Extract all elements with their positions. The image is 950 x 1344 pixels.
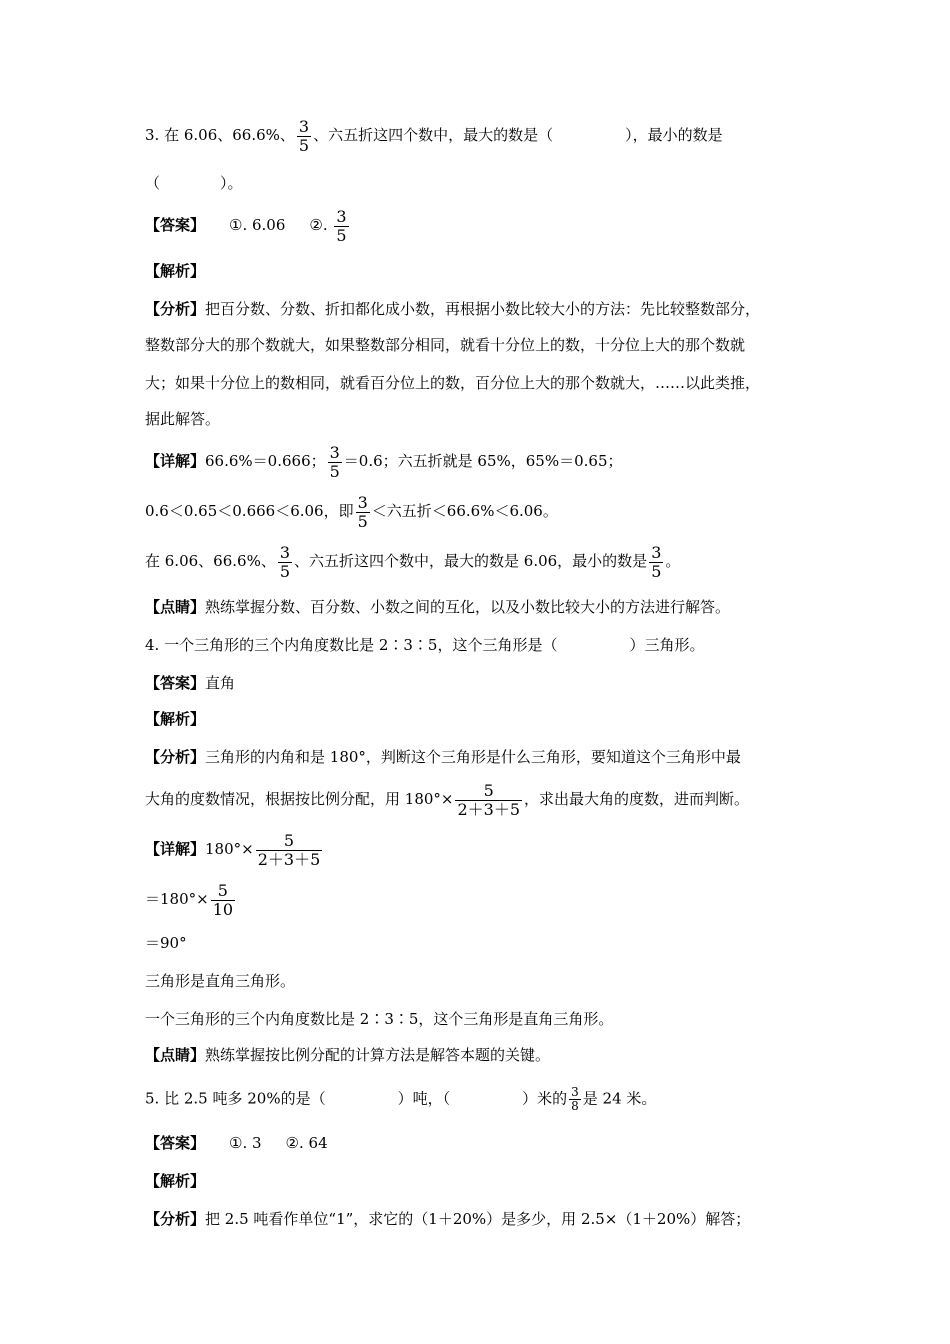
- fenxi-label: 【分析】: [145, 300, 206, 318]
- q3-text: 、六五折这四个数中，最大的数是（: [313, 126, 554, 145]
- q4-xiangjie-line3: ＝90°: [145, 934, 187, 952]
- q5-fenxi-line1: 【分析】把 2.5 吨看作单位“1”，求它的（1＋20%）是多少，用 2.5×（1＋20%）解答；: [145, 1210, 751, 1228]
- xiangjie-label: 【详解】: [145, 452, 206, 471]
- fenxi-label: 【分析】: [145, 1210, 206, 1228]
- q3-fenxi-line2: 整数部分大的那个数就大，如果整数部分相同，就看十分位上的数，十分位上大的那个数就: [145, 336, 746, 354]
- q3-answer: [145, 208, 351, 244]
- fraction: $\frac{3}{5}$: [298, 117, 310, 155]
- fraction: $\frac{3}{5}$: [279, 543, 291, 581]
- answer-label: 【答案】: [145, 1134, 206, 1152]
- fraction: $\frac{3}{5}$: [357, 493, 368, 531]
- q3-text: 3. 在 6.06、66.6%、: [145, 126, 295, 145]
- answer-value: 直角: [205, 674, 236, 692]
- q3-fenxi-line1: 【分析】把百分数、分数、折扣都化成小数，再根据小数比较大小的方法：先比较整数部分，: [145, 300, 761, 318]
- q4-dianjing: 【点睛】熟练掌握按比例分配的计算方法是解答本题的关键。: [145, 1046, 551, 1064]
- q4-fenxi-line1: 【分析】三角形的内角和是 180°，判断这个三角形是什么三角形，要知道这个三角形中最: [145, 748, 741, 766]
- answer-value: ②.: [309, 216, 328, 235]
- fraction: $\frac{3}{5}$: [336, 207, 347, 245]
- analysis-label: 【解析】: [145, 262, 206, 280]
- fraction: $\frac{3}{8}$: [571, 1085, 579, 1114]
- xiangjie-label: 【详解】: [145, 840, 206, 859]
- fenxi-label: 【分析】: [145, 748, 206, 766]
- answer-value: ②. 64: [285, 1134, 328, 1152]
- q3-dianjing: 【点睛】熟练掌握分数、百分数、小数之间的互化，以及小数比较大小的方法进行解答。: [145, 598, 731, 616]
- q5-answer: [145, 1132, 328, 1154]
- q4-fenxi-line2: 大角的度数情况，根据按比例分配，用 180°× $\frac{5}{2+3+5}$ ，求出最大角的度数，进而判断。: [145, 781, 750, 819]
- q3-text: ），最小的数是: [625, 126, 723, 145]
- q4-xiangjie-line5: 一个三角形的三个内角度数比是 2∶3∶5，这个三角形是直角三角形。: [145, 1010, 614, 1028]
- q4-question: 4. 一个三角形的三个内角度数比是 2∶3∶5，这个三角形是（ ）三角形。: [145, 636, 705, 654]
- q5-question: 5. 比 2.5 吨多 20%的是（ ）吨，（ ）米的 $\frac{3}{8}$ 是 24 米。: [145, 1085, 657, 1114]
- q3-xiangjie-line2: 0.6＜0.65＜0.666＜6.06，即 $\frac{3}{5}$ ＜六五折＜66.6%＜6.06。: [145, 493, 558, 531]
- dianjing-label: 【点睛】: [145, 598, 206, 616]
- fraction: $\frac{3}{5}$: [329, 443, 340, 481]
- answer-value: ①. 6.06: [229, 216, 286, 235]
- dianjing-label: 【点睛】: [145, 1046, 206, 1064]
- answer-value: ①. 3: [229, 1134, 262, 1152]
- fraction: $\frac{5}{10}$: [212, 881, 234, 919]
- q4-xiangjie-line1: 【详解】180°× $\frac{5}{2+3+5}$: [145, 831, 321, 869]
- fraction: $\frac{5}{2+3+5}$: [457, 781, 521, 819]
- analysis-label: 【解析】: [145, 710, 206, 728]
- q4-xiangjie-line4: 三角形是直角三角形。: [145, 972, 296, 990]
- q3-question-line2: （ ）。: [145, 174, 243, 192]
- q3-question-line1: [145, 118, 723, 154]
- answer-label: 【答案】: [145, 674, 206, 692]
- q3-xiangjie-line1: 【详解】66.6%＝0.666； $\frac{3}{5}$ ＝0.6；六五折就是 65%，65%＝0.65；: [145, 443, 623, 481]
- q4-answer: [145, 672, 235, 694]
- q3-xiangjie-line3: 在 6.06、66.6%、 $\frac{3}{5}$ 、六五折这四个数中，最大的数是 6.06，最小的数是 $\frac{3}{5}$ 。: [145, 543, 681, 581]
- q4-xiangjie-line2: ＝180°× $\frac{5}{10}$: [145, 881, 234, 919]
- fraction: $\frac{5}{2+3+5}$: [257, 831, 321, 869]
- q3-fenxi-line3: 大；如果十分位上的数相同，就看百分位上的数，百分位上大的那个数就大，……以此类推，: [145, 374, 761, 392]
- q3-fenxi-line4: 据此解答。: [145, 410, 221, 428]
- analysis-label: 【解析】: [145, 1172, 206, 1190]
- fraction: $\frac{3}{5}$: [651, 543, 662, 581]
- answer-label: 【答案】: [145, 216, 206, 235]
